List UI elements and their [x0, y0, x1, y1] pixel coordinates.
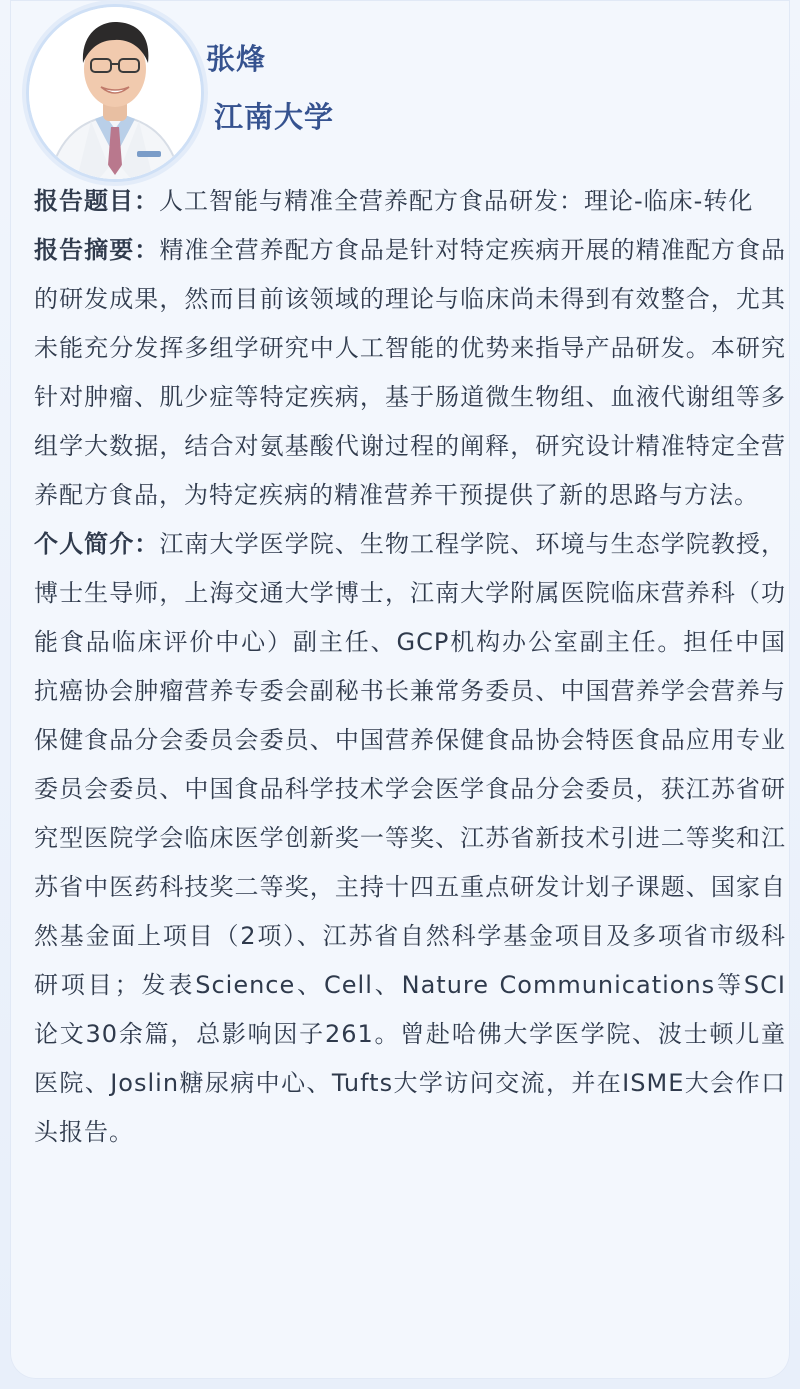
report-abstract-section: [34, 226, 786, 520]
report-title-section: [34, 177, 786, 226]
speaker-details: [34, 177, 786, 1157]
speaker-portrait: [26, 4, 204, 182]
biography-text: 江南大学医学院、生物工程学院、环境与生态学院教授，博士生导师，上海交通大学博士，江南大学附属医院临床营养科（功能食品临床评价中心）副主任、GCP机构办公室副主任。担任中国抗癌协会肿瘤营养专委会副秘书长兼常务委员、中国营养学会营养与保健食品分会委员会委员、中国营养保健食品协会特医食品应用专业委员会委员、中国食品科学技术学会医学食品分会委员，获江苏省研究型医院学会临床医学创新奖一等奖、江苏省新技术引进二等奖和江苏省中医药科技奖二等奖，主持十四五重点研发计划子课题、国家自然基金面上项目（2项）、江苏省自然科学基金项目及多项省市级科研项目；发表Science、Cell、Nature Communications等SCI论文30余篇，总影响因子261。曾赴哈佛大学医学院、波士顿儿童医院、Joslin糖尿病中心、Tufts大学访问交流，并在ISME大会作口头报告。: [34, 530, 787, 1146]
biography-section: [34, 520, 786, 1157]
report-abstract-text: 精准全营养配方食品是针对特定疾病开展的精准配方食品的研发成果，然而目前该领域的理论与临床尚未得到有效整合，尤其未能充分发挥多组学研究中人工智能的优势来指导产品研发。本研究针对肿瘤、肌少症等特定疾病，基于肠道微生物组、血液代谢组等多组学大数据，结合对氨基酸代谢过程的阐释，研究设计精准特定全营养配方食品，为特定疾病的精准营养干预提供了新的思路与方法。: [34, 236, 787, 509]
report-title-text: 人工智能与精准全营养配方食品研发：理论-临床-转化: [159, 187, 754, 215]
biography-label: 个人简介：: [34, 530, 160, 558]
speaker-affiliation: 江南大学: [214, 100, 335, 134]
speaker-card: [10, 0, 790, 1379]
report-title-label: 报告题目：: [34, 187, 159, 215]
speaker-name: 张烽: [206, 42, 267, 76]
report-abstract-label: 报告摘要：: [34, 236, 160, 264]
portrait-illustration: [29, 7, 201, 179]
